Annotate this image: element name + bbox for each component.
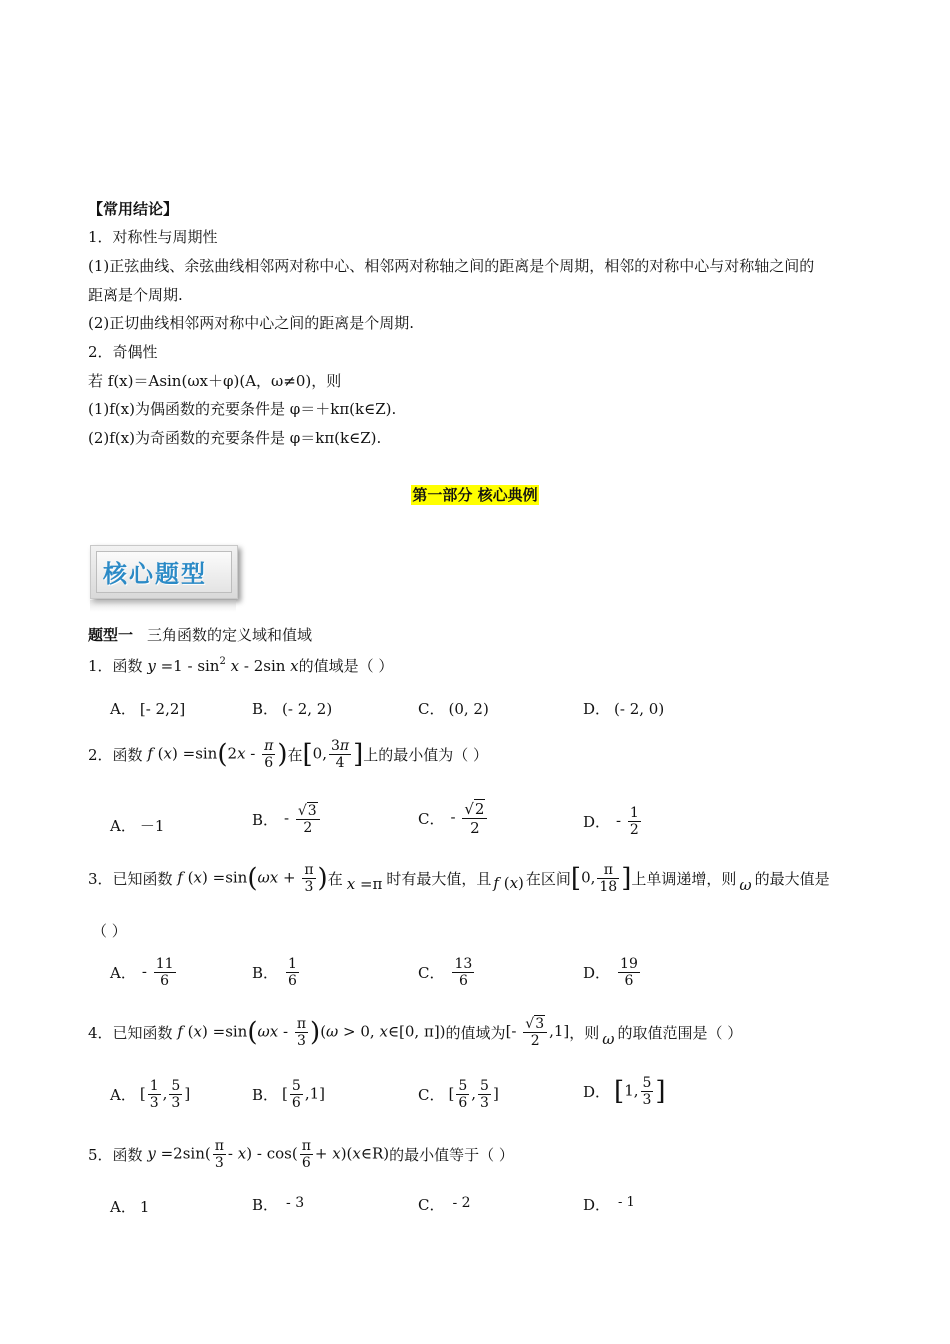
paragraph-sine-cosine: (1)正弦曲线、余弦曲线相邻两对称中心、相邻两对称轴之间的距离是个周期，相邻的对称中心与对称轴之间的 — [88, 257, 815, 275]
q5-number: 5． — [88, 1146, 113, 1164]
q1-option-d: D． (- 2, 0) — [583, 699, 665, 718]
q4-post: 的取值范围是（ ） — [617, 1023, 743, 1042]
q5-formula: y =2sin( $\frac{\pi}{3}$ - x) - cos( $\frac{\pi}{6}$ + x)(x∈R) — [147, 1138, 390, 1171]
part-title — [0, 484, 950, 505]
q4-omega: ω — [602, 1030, 615, 1048]
paragraph-tangent: (2)正切曲线相邻两对称中心之间的距离是个周期. — [88, 314, 415, 332]
q2-option-d: D． - $\frac{1}{2}$ — [583, 805, 639, 838]
q1-pre: 函数 — [112, 657, 143, 675]
q4-number: 4． — [88, 1023, 113, 1042]
paragraph-sine-cosine-cont: 距离是个周期. — [88, 286, 183, 304]
q5-option-a: A． 1 — [110, 1197, 150, 1216]
q4-formula: f (x) =sin(ωx - $\frac{\pi}{3}$ )(ω > 0, x∈[0, π]) — [177, 1015, 446, 1049]
q3-answer-paren: （ ） — [92, 922, 127, 940]
q2-formula: f (x) =sin(2x - $\frac{\pi}{6}$ ) — [147, 738, 288, 771]
banner-text: 核心题型 — [103, 560, 207, 588]
paragraph-even-condition: (1)f(x)为偶函数的充要条件是 φ＝＋kπ(k∈Z). — [88, 400, 397, 418]
type-text: 三角函数的定义域和值域 — [147, 626, 313, 644]
paragraph-odd-condition: (2)f(x)为奇函数的充要条件是 φ＝kπ(k∈Z). — [88, 429, 382, 447]
paragraph-parity-intro: 若 f(x)＝Asin(ωx＋φ)(A，ω≠0)，则 — [88, 372, 342, 390]
q4-option-a: A． [ $\frac{1}{3}$ , $\frac{5}{3}$ ] — [110, 1078, 191, 1111]
q1-post: 的值域是（ ） — [298, 657, 394, 675]
q3-formula: f (x) =sin(ωx + $\frac{\pi}{3}$ ) — [177, 862, 328, 895]
q3-x-eq-pi: x =π — [346, 874, 383, 893]
q4-mid: 的值域为 — [445, 1023, 506, 1042]
q3-mid3: 在区间 — [525, 870, 571, 888]
core-type-banner — [90, 545, 238, 599]
q1-formula: $y =1 - \sin^2 x - 2\sin$ x — [147, 656, 299, 675]
q2-number: 2． — [88, 746, 113, 764]
q3-pre: 已知函数 — [112, 870, 173, 888]
q1-option-a: A． [- 2,2] — [110, 699, 186, 718]
q5-option-c: C． - 2 — [418, 1194, 471, 1214]
q5-option-b: B． - 3 — [252, 1194, 305, 1214]
q3-interval: [0, $\frac{\pi}{18}$ ] — [570, 862, 632, 895]
q5-option-d: D． - 1 — [583, 1195, 635, 1214]
q2-post: 上的最小值为（ ） — [363, 746, 489, 764]
q5-pre: 函数 — [112, 1146, 143, 1164]
q3-option-d: D． $\frac{19}{6}$ — [583, 956, 638, 989]
q4-option-b: B． [ $\frac{5}{6}$ ,1] — [252, 1078, 325, 1111]
q3-fx: f (x) — [493, 873, 524, 892]
banner-reflection — [90, 600, 236, 612]
q1-option-b: B． (- 2, 2) — [252, 699, 333, 718]
q4-range: [- $\frac{√3}{2}$ ,1] — [505, 1016, 570, 1049]
part-title-text: 第一部分 核心典例 — [412, 486, 538, 504]
q3-post: 的最大值是 — [754, 870, 830, 888]
q2-option-a: A． －1 — [110, 817, 165, 835]
q3-number: 3． — [88, 870, 113, 888]
type-label: 题型一 — [88, 626, 134, 644]
q3-option-b: B． $\frac{1}{6}$ — [252, 956, 297, 989]
question-4 — [88, 1015, 742, 1049]
q1-option-c: C． (0, 2) — [418, 699, 489, 718]
q4-option-c: C． [ $\frac{5}{6}$ , $\frac{5}{3}$ ] — [418, 1078, 499, 1111]
section-title-symmetry: 1．对称性与周期性 — [88, 228, 218, 246]
q3-mid2: 时有最大值，且 — [386, 870, 492, 888]
q4-mid2: ，则 — [569, 1023, 600, 1042]
q4-pre: 已知函数 — [112, 1023, 173, 1042]
q3-option-c: C． $\frac{13}{6}$ — [418, 956, 473, 989]
q2-mid: 在 — [287, 746, 303, 764]
q1-number: 1． — [88, 657, 113, 675]
q3-mid4: 上单调递增，则 — [631, 870, 737, 888]
section-title-parity: 2．奇偶性 — [88, 343, 158, 361]
q2-option-c: C． - $\frac{√2}{2}$ — [418, 799, 489, 837]
q2-pre: 函数 — [112, 746, 143, 764]
question-2 — [88, 738, 488, 771]
q3-omega: ω — [739, 875, 752, 894]
q4-option-d: D． [1, $\frac{5}{3}$ ] — [583, 1075, 666, 1108]
q3-option-a: A． - $\frac{11}{6}$ — [110, 956, 174, 989]
question-5 — [88, 1138, 514, 1171]
q5-post: 的最小值等于（ ） — [389, 1146, 514, 1164]
q3-mid1: 在 — [327, 870, 343, 888]
question-3 — [88, 862, 830, 895]
question-type-heading — [88, 624, 312, 646]
conclusion-heading: 【常用结论】 — [88, 200, 179, 218]
question-1 — [88, 655, 393, 676]
q2-option-b: B． - $\frac{√3}{2}$ — [252, 802, 322, 836]
q2-interval: [0, $\frac{3\pi}{4}$ ] — [302, 738, 364, 771]
